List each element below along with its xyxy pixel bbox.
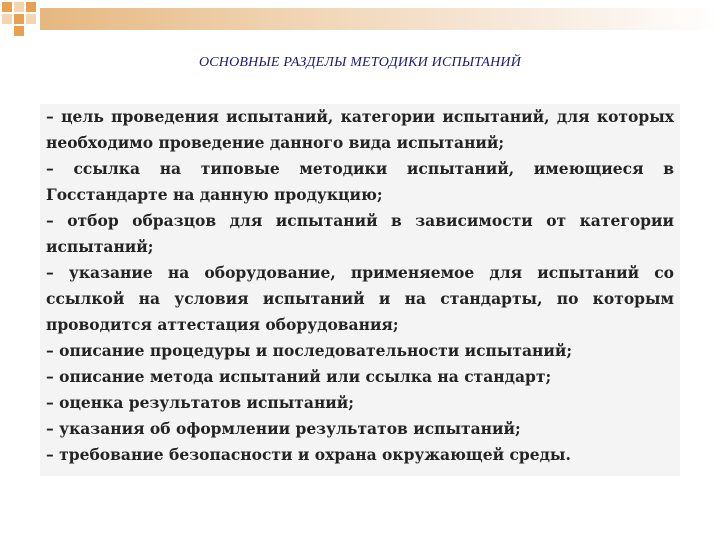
methodology-sections-list	[40, 104, 680, 468]
list-item: – требование безопасности и охрана окружающей среды.	[46, 445, 571, 464]
deco-square	[26, 2, 36, 12]
header-gradient-bar	[40, 8, 720, 30]
deco-square	[2, 2, 12, 12]
deco-square	[26, 14, 36, 24]
slide-title: ОСНОВНЫЕ РАЗДЕЛЫ МЕТОДИКИ ИСПЫТАНИЙ	[198, 55, 522, 70]
list-item: – цель проведения испытаний, категории испытаний, для которых необходимо проведение данного вида испытаний;	[46, 107, 674, 152]
list-item: – ссылка на типовые методики испытаний, имеющиеся в Госстандарте на данную продукцию;	[46, 159, 674, 204]
deco-square	[14, 26, 24, 36]
deco-square	[14, 2, 24, 12]
deco-square	[14, 14, 24, 24]
list-item: – описание метода испытаний или ссылка на стандарт;	[46, 367, 552, 386]
list-item: – оценка результатов испытаний;	[46, 393, 355, 412]
list-item: – указания об оформлении результатов испытаний;	[46, 419, 521, 438]
list-item: – отбор образцов для испытаний в зависимости от категории испытаний;	[46, 211, 674, 256]
list-item: – указание на оборудование, применяемое для испытаний со ссылкой на условия испытаний и на стандарты, по которым проводится аттестация оборудования;	[46, 263, 674, 334]
decorative-header	[0, 0, 720, 50]
list-item: – описание процедуры и последовательности испытаний;	[46, 341, 573, 360]
scanned-text-block	[40, 104, 680, 476]
deco-square	[2, 14, 12, 24]
